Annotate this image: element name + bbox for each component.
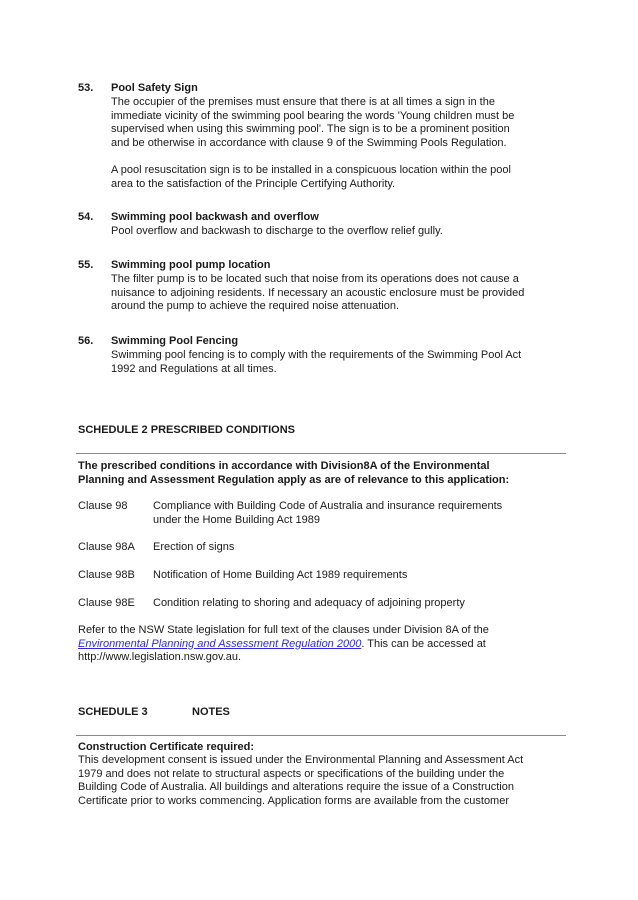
- schedule-2-intro: [78, 459, 568, 487]
- text-line: under the Home Building Act 1989: [153, 513, 320, 526]
- clause-label: Clause 98A: [78, 541, 135, 553]
- text-line: around the pump to achieve the required noise attenuation.: [111, 300, 400, 313]
- text-line: This development consent is issued under the Environmental Planning and Assessment Act: [78, 754, 524, 766]
- schedule-3-notes-heading: NOTES: [192, 706, 230, 718]
- schedule-2-heading: SCHEDULE 2 PRESCRIBED CONDITIONS: [78, 424, 295, 436]
- text-line: Certificate prior to works commencing. Application forms are available from the customer: [78, 794, 510, 807]
- section-54-body: [111, 225, 561, 239]
- section-53-body: [111, 96, 561, 150]
- divider: [76, 735, 566, 736]
- text-line: A pool resuscitation sign is to be installed in a conspicuous location within the pool: [111, 164, 511, 176]
- text-line: Notification of Home Building Act 1989 requirements: [153, 569, 408, 581]
- text-line: 1992 and Regulations at all times.: [111, 362, 277, 375]
- section-56-number: 56.: [78, 335, 94, 347]
- text-line: area to the satisfaction of the Principle Certifying Authority.: [111, 177, 396, 190]
- section-53-body-2: [111, 164, 561, 191]
- clause-description: [153, 569, 553, 583]
- section-55-title: Swimming pool pump location: [111, 259, 271, 271]
- text-line: The occupier of the premises must ensure that there is at all times a sign in the: [111, 96, 495, 108]
- text-line: Refer to the NSW State legislation for full text of the clauses under Division 8A of the: [78, 624, 489, 636]
- schedule-3-subheading: Construction Certificate required:: [78, 741, 255, 753]
- text-line: Condition relating to shoring and adequacy of adjoining property: [153, 597, 465, 609]
- section-55-body: [111, 273, 561, 314]
- section-56-title: Swimming Pool Fencing: [111, 335, 239, 347]
- clause-label: Clause 98E: [78, 597, 135, 609]
- section-55-number: 55.: [78, 259, 94, 271]
- schedule-3-body: [78, 754, 568, 808]
- divider: [76, 453, 566, 454]
- clause-label: Clause 98B: [78, 569, 135, 581]
- clause-description: [153, 597, 553, 611]
- text-line: Pool overflow and backwash to discharge to the overflow relief gully.: [111, 225, 443, 237]
- section-56-body: [111, 349, 561, 376]
- text-line: Erection of signs: [153, 541, 235, 553]
- section-53-title: Pool Safety Sign: [111, 82, 198, 94]
- text-line: supervised when using this swimming pool'. The sign is to be a prominent position: [111, 123, 510, 136]
- text-line: Compliance with Building Code of Australia and insurance requirements: [153, 500, 503, 512]
- text-line: http://www.legislation.nsw.gov.au.: [78, 651, 242, 664]
- text-line: immediate vicinity of the swimming pool bearing the words 'Young children must be: [111, 109, 515, 122]
- schedule-3-heading: SCHEDULE 3: [78, 706, 148, 718]
- text-line: Swimming pool fencing is to comply with the requirements of the Swimming Pool Act: [111, 349, 522, 361]
- text-line: [78, 638, 568, 652]
- text-line: and be otherwise in accordance with clause 9 of the Swimming Pools Regulation.: [111, 136, 507, 149]
- clause-description: [153, 541, 553, 555]
- text-fragment: . This can be accessed at: [361, 637, 486, 650]
- text-line: Building Code of Australia. All buildings and alterations require the issue of a Construction: [78, 781, 514, 794]
- text-line: nuisance to adjoining residents. If necessary an acoustic enclosure must be provided: [111, 286, 525, 299]
- clause-label: Clause 98: [78, 500, 128, 512]
- text-line: The prescribed conditions in accordance with Division8A of the Environmental: [78, 460, 490, 472]
- legislation-reference: [78, 624, 568, 665]
- text-line: 1979 and does not relate to structural aspects or specifications of the building under the: [78, 767, 505, 780]
- section-54-title: Swimming pool backwash and overflow: [111, 211, 319, 223]
- regulation-link[interactable]: Environmental Planning and Assessment Regulation 2000: [78, 637, 362, 650]
- clause-description: [153, 500, 553, 527]
- section-53-number: 53.: [78, 82, 94, 94]
- text-line: Planning and Assessment Regulation apply as are of relevance to this application:: [78, 474, 510, 486]
- text-line: The filter pump is to be located such that noise from its operations does not cause a: [111, 273, 519, 285]
- section-54-number: 54.: [78, 211, 94, 223]
